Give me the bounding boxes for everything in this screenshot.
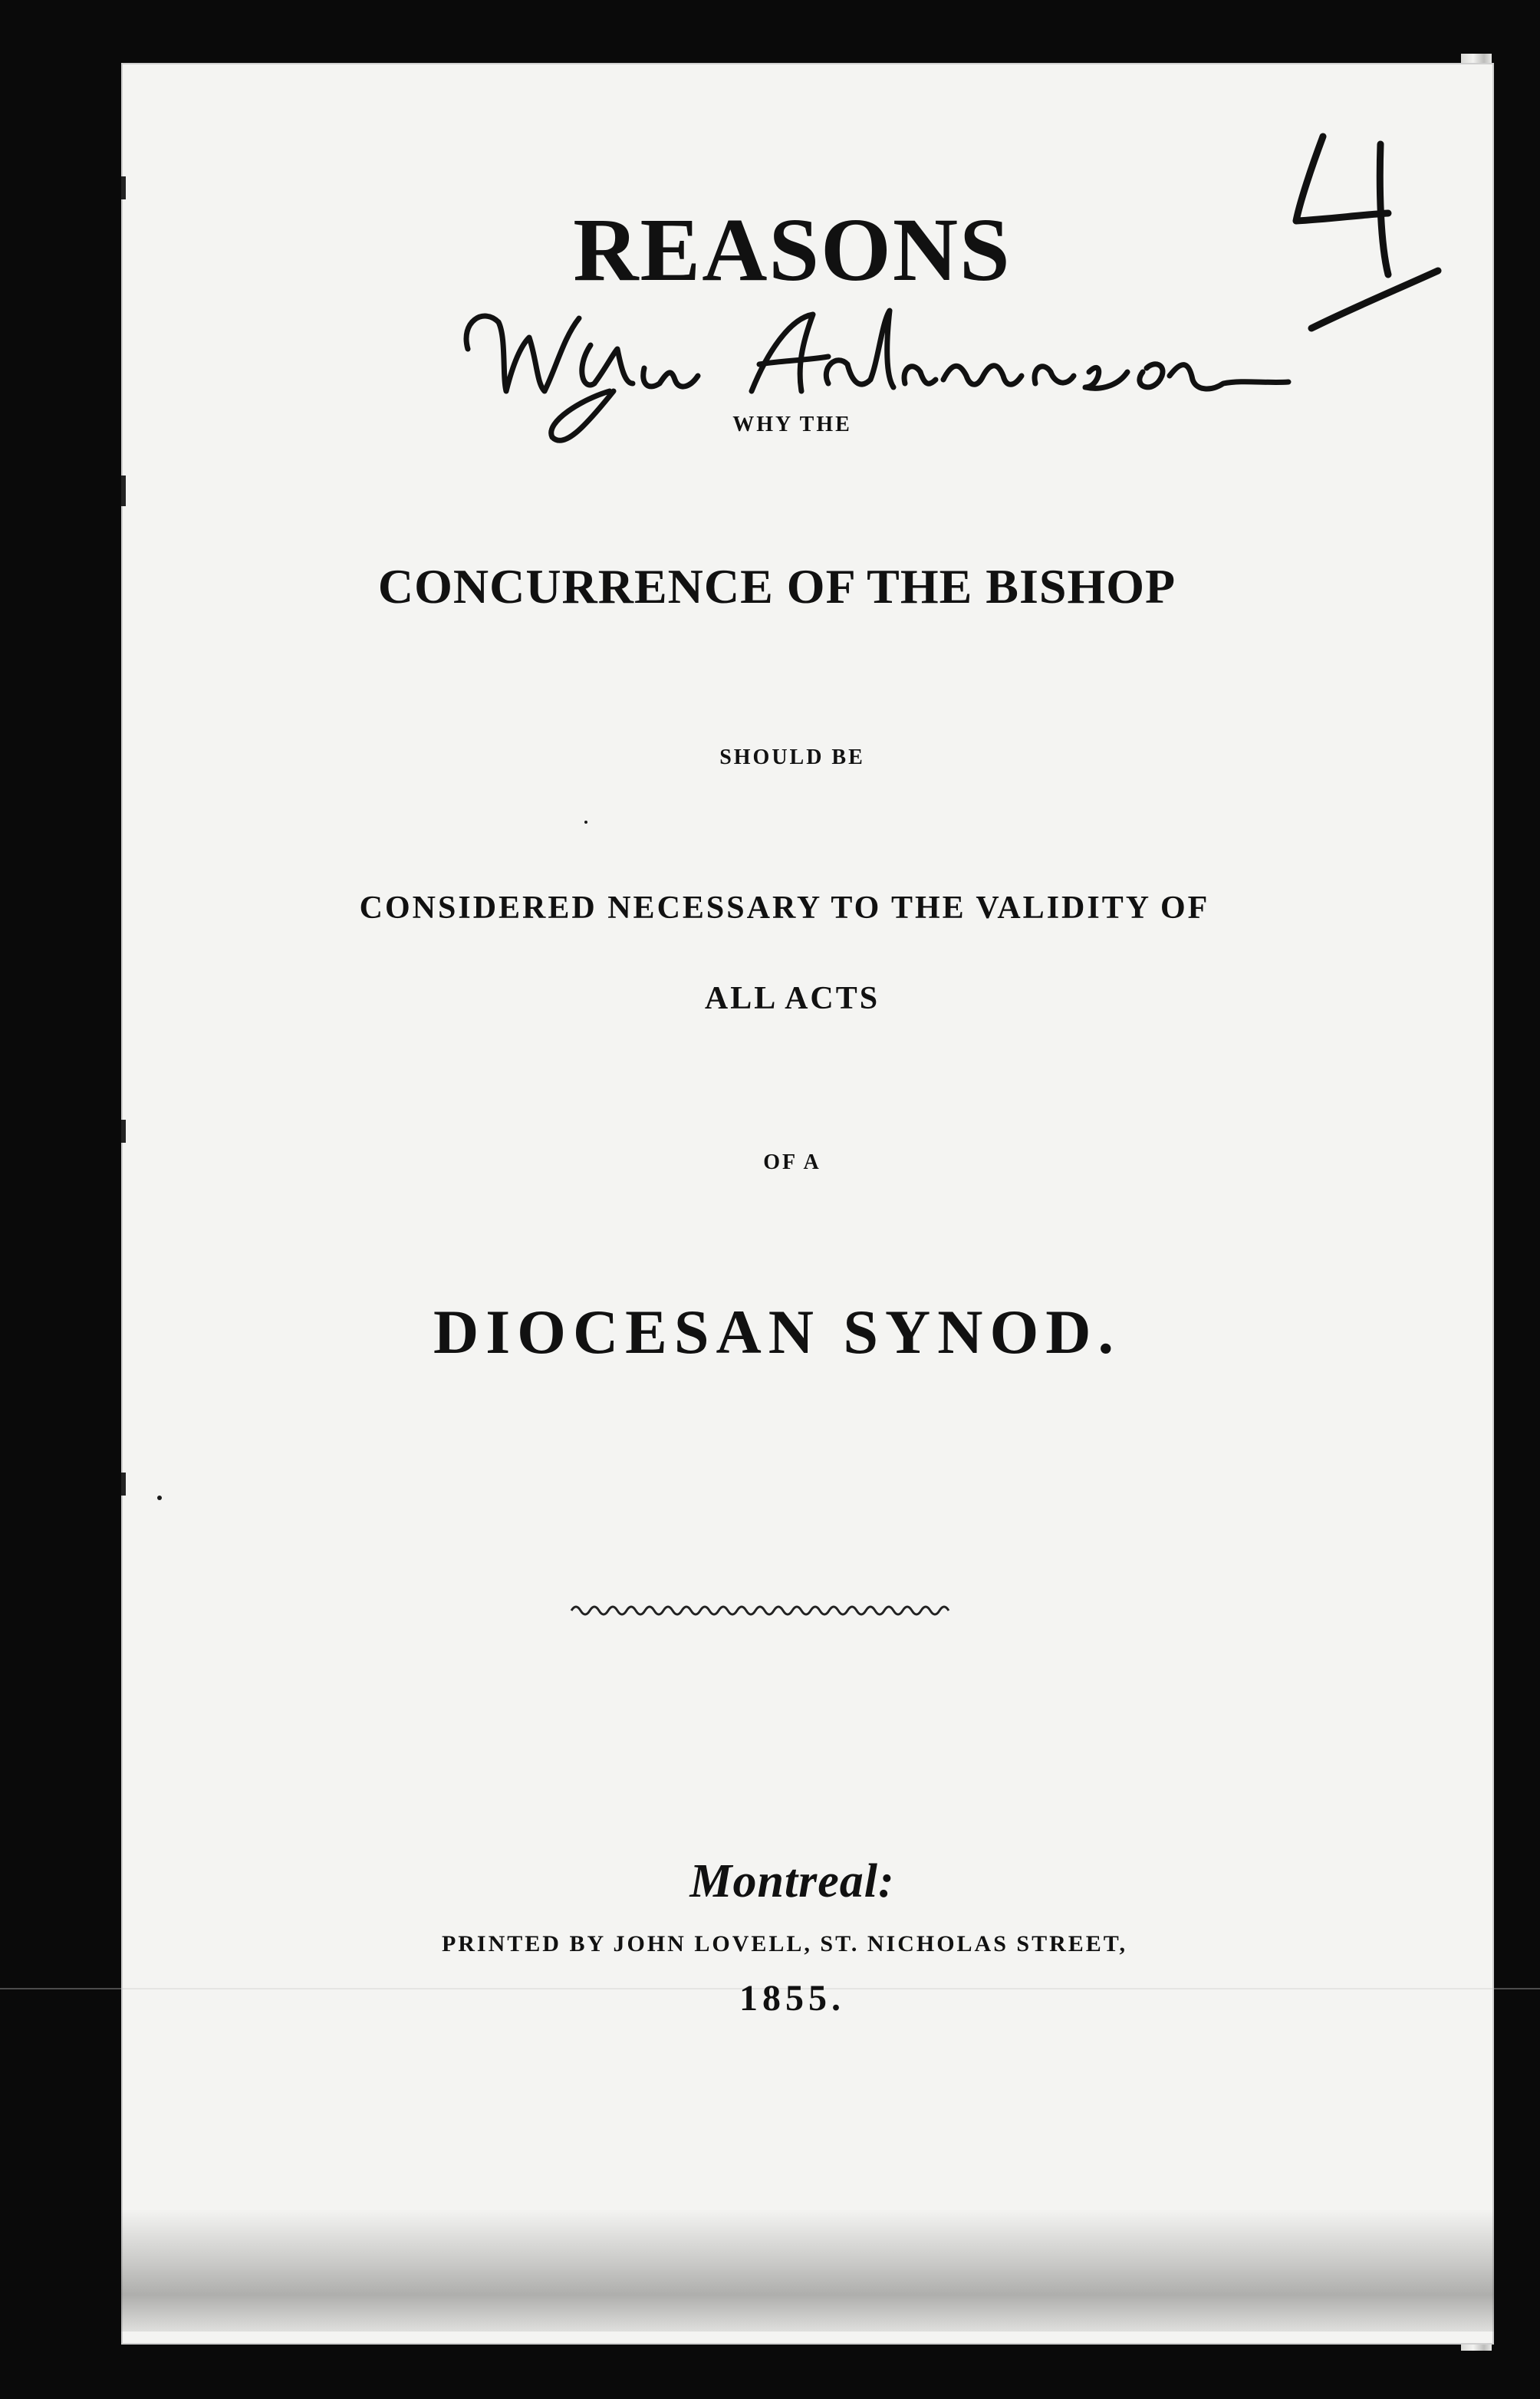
catalog-number-mark (1265, 129, 1450, 344)
imprint-year: 1855. (739, 1978, 845, 2019)
scan-speck (157, 1496, 162, 1500)
page-smudge (121, 2209, 1494, 2332)
binding-mark-bottom (121, 1473, 126, 1496)
scan-speck (584, 821, 587, 824)
wavy-rule-ornament (568, 1599, 951, 1622)
title-line-considered: CONSIDERED NECESSARY TO THE VALIDITY OF (359, 890, 1210, 926)
title-line-diocesan-synod: DIOCESAN SYNOD. (433, 1297, 1120, 1367)
title-line-should-be: SHOULD BE (719, 745, 865, 769)
imprint-printer: PRINTED BY JOHN LOVELL, ST. NICHOLAS STREET, (441, 1931, 1128, 1956)
imprint-city: Montreal: (689, 1855, 895, 1907)
title-line-of-a: OF A (763, 1150, 821, 1174)
title-line-concurrence: CONCURRENCE OF THE BISHOP (377, 559, 1176, 614)
binding-mark-top (121, 176, 126, 199)
title-line-all-acts: ALL ACTS (704, 981, 880, 1016)
document-title: REASONS (573, 199, 1012, 300)
title-line-why-the: WHY THE (732, 413, 852, 436)
binding-mark-lower (121, 1120, 126, 1143)
binding-mark-middle (121, 476, 126, 506)
